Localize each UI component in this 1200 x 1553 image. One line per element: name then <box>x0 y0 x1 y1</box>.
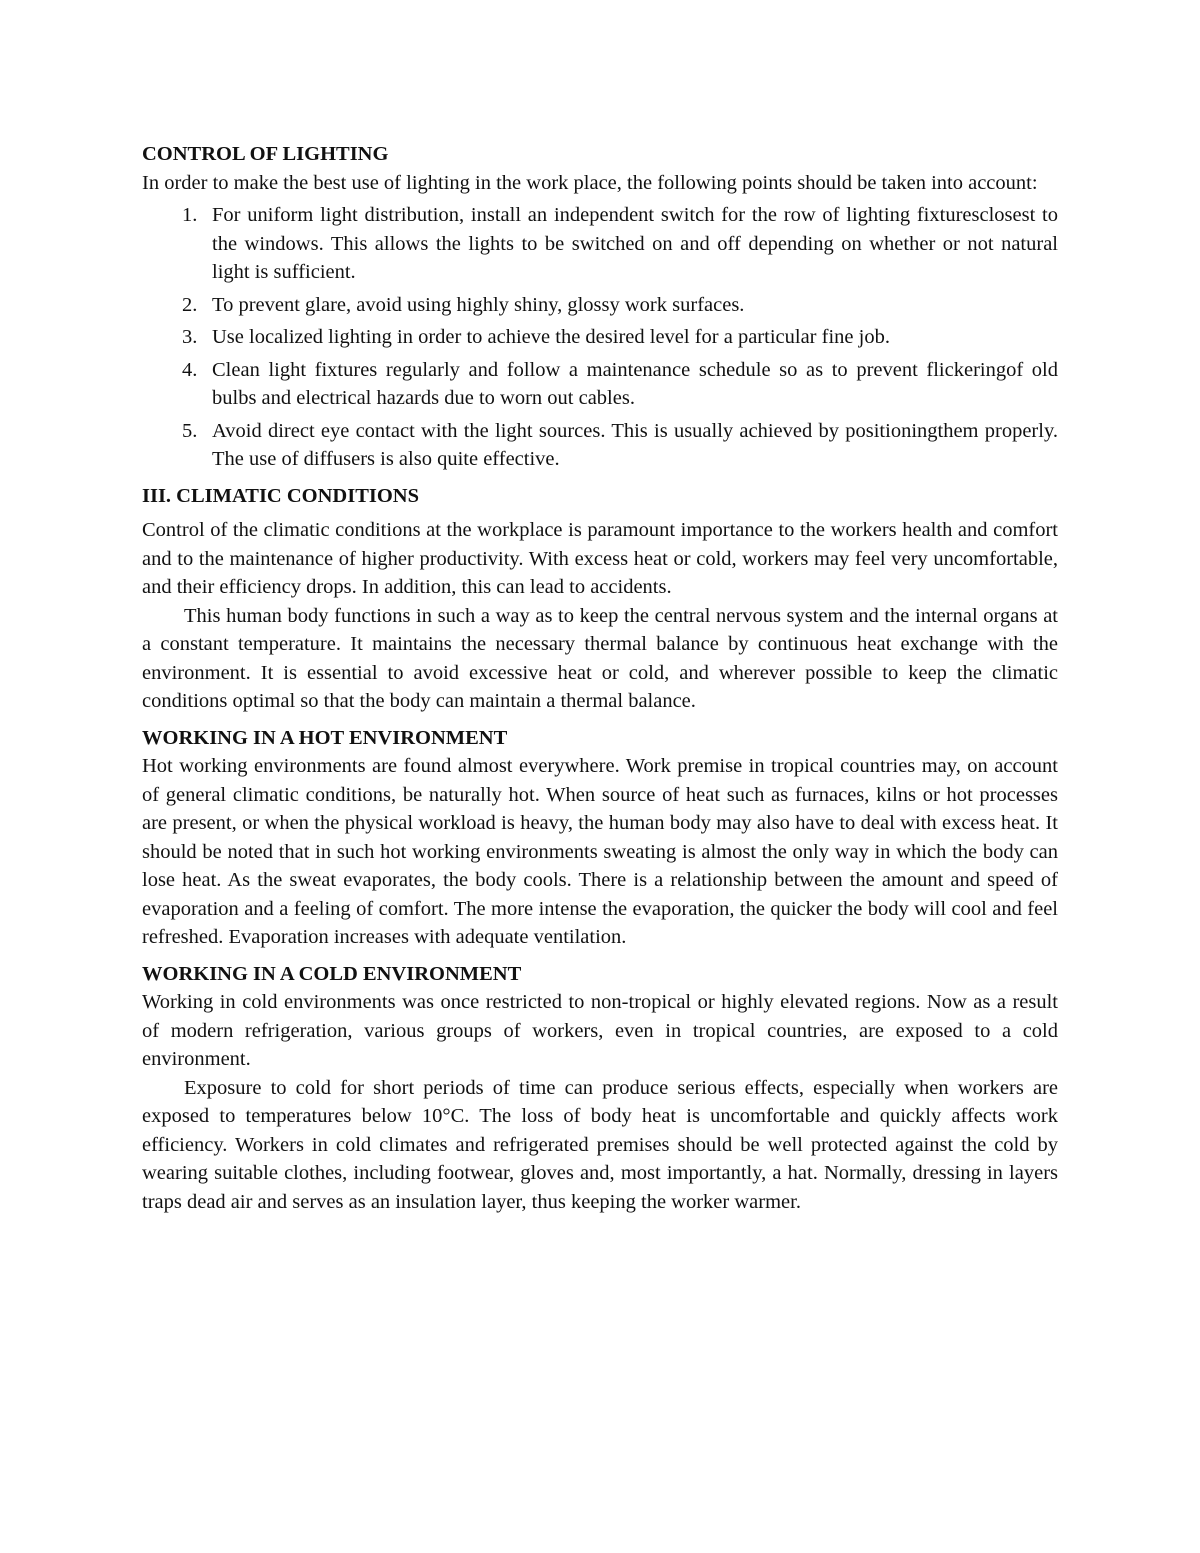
list-item-text: For uniform light distribution, install an independent switch for the row of lighting fixturesclosest to the windows. This allows the lights to be switched on and off depending on whether or not natural light is sufficient. <box>212 204 1058 283</box>
heading-climatic-conditions: III. CLIMATIC CONDITIONS <box>142 484 419 507</box>
list-item <box>142 323 1058 352</box>
lighting-intro: In order to make the best use of lighting in the work place, the following points should be taken into account: <box>142 171 1038 194</box>
list-item <box>142 201 1058 287</box>
list-item-number: 1. <box>182 204 198 226</box>
list-item-text: Avoid direct eye contact with the light sources. This is usually achieved by positioningthem properly. The use of diffusers is also quite effective. <box>212 419 1058 470</box>
document-page <box>142 140 1058 1216</box>
list-item-number: 2. <box>182 293 198 316</box>
climatic-paragraph-2: This human body functions in such a way as to keep the central nervous system and the internal organs at a constant temperature. It maintains the necessary thermal balance by continuous heat exchange with the environment. It is essential to avoid excessive heat or cold, and wherever possible to keep the climatic conditions optimal so that the body can maintain a thermal balance. <box>142 604 1058 712</box>
list-item-text: Clean light fixtures regularly and follow a maintenance schedule so as to prevent flickeringof old bulbs and electrical hazards due to worn out cables. <box>212 358 1058 409</box>
list-item-number: 3. <box>182 326 198 348</box>
climatic-paragraph-1: Control of the climatic conditions at the workplace is paramount importance to the workers health and comfort and to the maintenance of higher productivity. With excess heat or cold, workers may feel very uncomfortable, and their efficiency drops. In addition, this can lead to accidents. <box>142 519 1058 598</box>
heading-cold-environment: WORKING IN A COLD ENVIRONMENT <box>142 962 522 985</box>
cold-paragraph-1: Working in cold environments was once restricted to non-tropical or highly elevated regions. Now as a result of modern refrigeration, various groups of workers, even in tropical countries, are exposed to a cold environment. <box>142 991 1058 1070</box>
lighting-points-list <box>142 201 1058 474</box>
list-item-text: Use localized lighting in order to achieve the desired level for a particular fine job. <box>212 326 890 348</box>
cold-paragraph-2: Exposure to cold for short periods of time can produce serious effects, especially when workers are exposed to temperatures below 10°C. The loss of body heat is uncomfortable and quickly affects work efficiency. Workers in cold climates and refrigerated premises should be well protected against the cold by wearing suitable clothes, including footwear, gloves and, most importantly, a hat. Normally, dressing in layers traps dead air and serves as an insulation layer, thus keeping the worker warmer. <box>142 1076 1058 1213</box>
heading-hot-environment: WORKING IN A HOT ENVIRONMENT <box>142 726 508 749</box>
list-item <box>142 417 1058 474</box>
list-item-number: 5. <box>182 419 198 442</box>
list-item <box>142 291 1058 320</box>
heading-control-of-lighting: CONTROL OF LIGHTING <box>142 143 389 165</box>
list-item-number: 4. <box>182 358 198 381</box>
list-item <box>142 356 1058 413</box>
list-item-text: To prevent glare, avoid using highly shiny, glossy work surfaces. <box>212 293 745 316</box>
hot-paragraph-1: Hot working environments are found almost everywhere. Work premise in tropical countries may, on account of general climatic conditions, be naturally hot. When source of heat such as furnaces, kilns or hot processes are present, or when the physical workload is heavy, the human body may also have to deal with excess heat. It should be noted that in such hot working environments sweating is almost the only way in which the body can lose heat. As the sweat evaporates, the body cools. There is a relationship between the amount and speed of evaporation and a feeling of comfort. The more intense the evaporation, the quicker the body will cool and feel refreshed. Evaporation increases with adequate ventilation. <box>142 755 1058 948</box>
